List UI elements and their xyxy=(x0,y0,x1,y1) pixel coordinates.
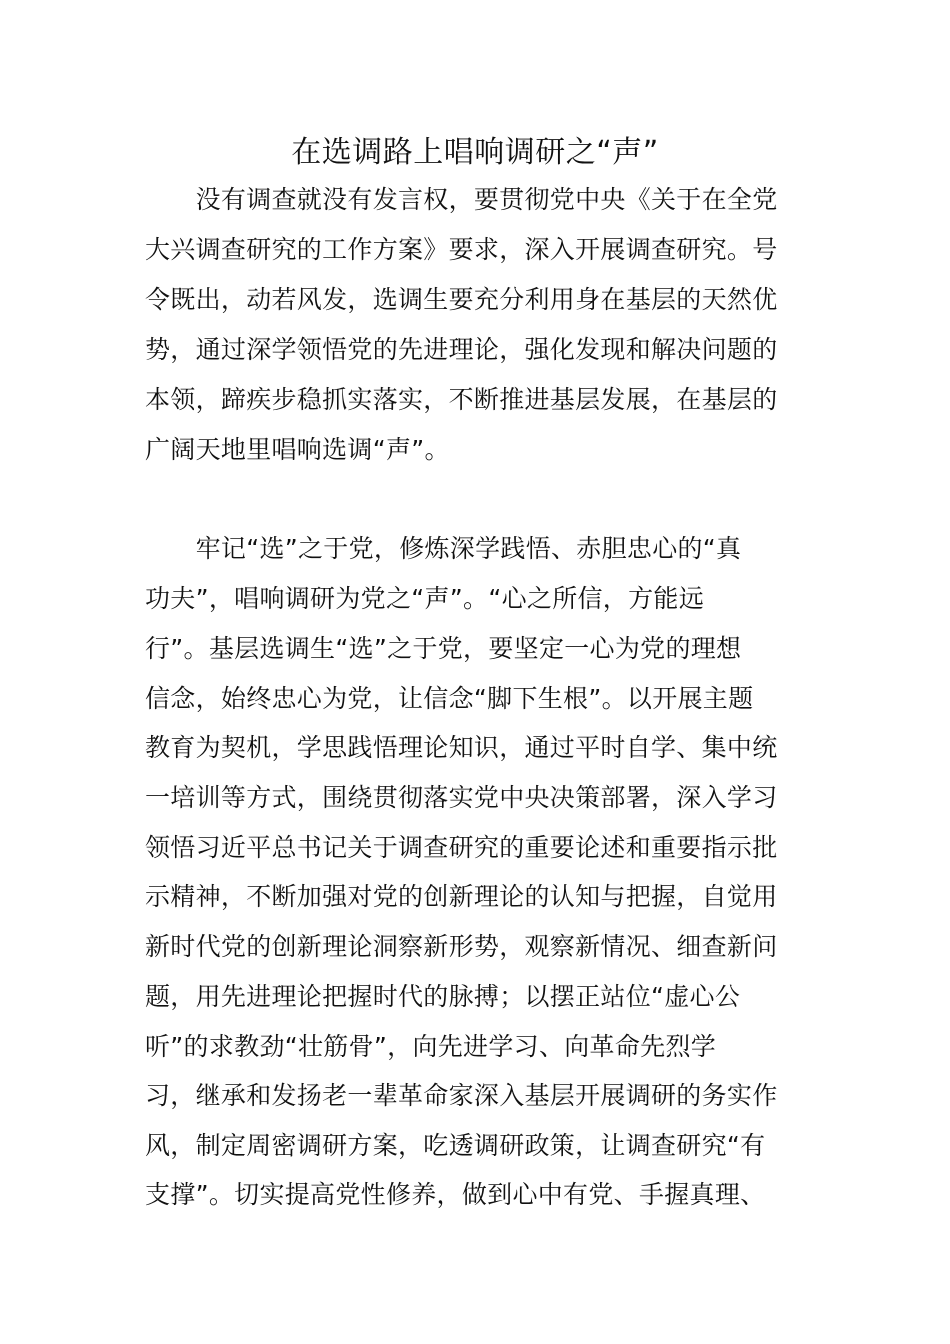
paragraph-line: 势，通过深学领悟党的先进理论，强化发现和解决问题的 xyxy=(145,335,778,364)
paragraph-line: 听”的求教劲“壮筋骨”，向先进学习、向革命先烈学 xyxy=(145,1032,717,1061)
paragraph-line: 牢记“选”之于党，修炼深学践悟、赤胆忠心的“真 xyxy=(145,534,742,563)
paragraph-line: 领悟习近平总书记关于调查研究的重要论述和重要指示批 xyxy=(145,833,778,862)
paragraph-line: 教育为契机，学思践悟理论知识，通过平时自学、集中统 xyxy=(145,733,778,762)
paragraph-line: 一培训等方式，围绕贯彻落实党中央决策部署，深入学习 xyxy=(145,783,778,812)
paragraph-line: 大兴调查研究的工作方案》要求，深入开展调查研究。号 xyxy=(145,235,778,264)
paragraph-line: 示精神，不断加强对党的创新理论的认知与把握，自觉用 xyxy=(145,882,778,911)
paragraph-line: 令既出，动若风发，选调生要充分利用身在基层的天然优 xyxy=(145,285,778,314)
document-title: 在选调路上唱响调研之“声” xyxy=(291,135,659,170)
paragraph-line: 行”。基层选调生“选”之于党，要坚定一心为党的理想 xyxy=(145,634,742,663)
paragraph-line: 功夫”，唱响调研为党之“声”。“心之所信，方能远 xyxy=(145,584,705,613)
paragraph-line: 没有调查就没有发言权，要贯彻党中央《关于在全党 xyxy=(145,185,778,214)
paragraph-line: 支撑”。切实提高党性修养，做到心中有党、手握真理、 xyxy=(145,1180,766,1209)
paragraph-line: 题，用先进理论把握时代的脉搏；以摆正站位“虚心公 xyxy=(145,982,741,1011)
paragraph-line: 本领，蹄疾步稳抓实落实，不断推进基层发展，在基层的 xyxy=(145,385,778,414)
paragraph-line: 广阔天地里唱响选调“声”。 xyxy=(145,435,450,464)
paragraph-line: 习，继承和发扬老一辈革命家深入基层开展调研的务实作 xyxy=(145,1081,778,1110)
paragraph-line: 新时代党的创新理论洞察新形势，观察新情况、细查新问 xyxy=(145,932,778,961)
paragraph-line: 风，制定周密调研方案，吃透调研政策，让调查研究“有 xyxy=(145,1131,766,1160)
paragraph-line: 信念，始终忠心为党，让信念“脚下生根”。以开展主题 xyxy=(145,684,754,713)
